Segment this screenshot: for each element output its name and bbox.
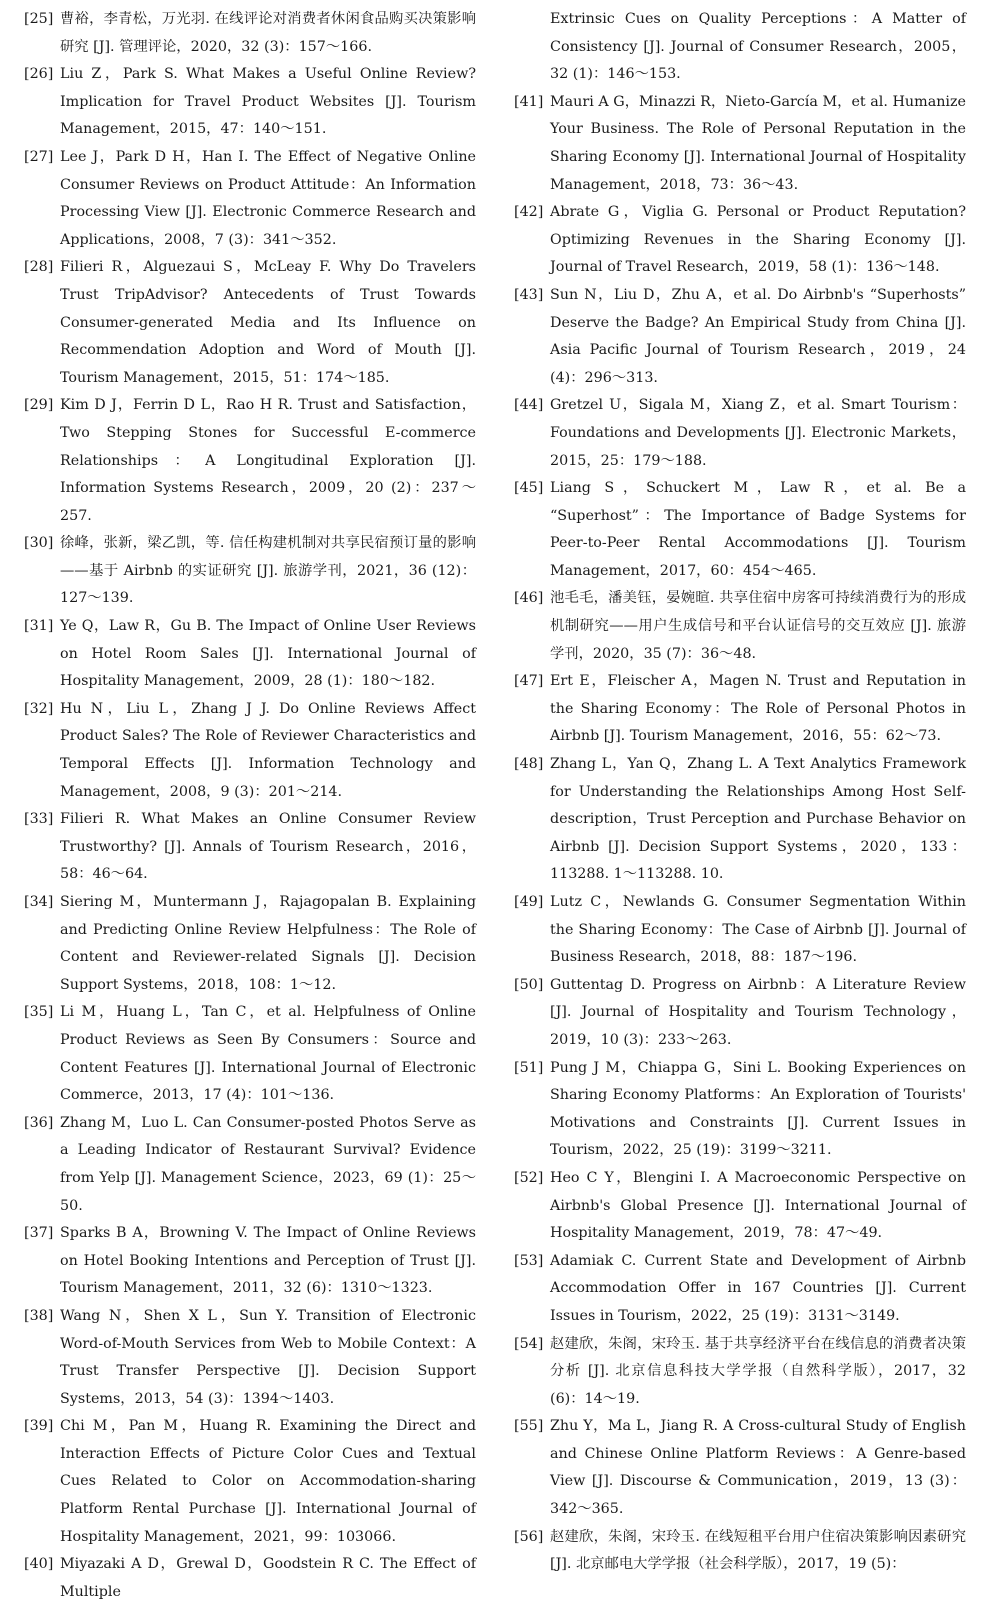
reference-number: [50] (514, 976, 544, 993)
reference-text: Pung J M，Chiappa G，Sini L. Booking Experiences on Sharing Economy Platforms：An Exploration of Tourists' Motivations and Constraints [J]. Current Issues in Tourism，2022，25 (19)：3199～3211. (550, 1059, 966, 1159)
reference-text: 池毛毛，潘美钰，晏婉暄. 共享住宿中房客可持续消费行为的形成机制研究——用户生成信号和平台认证信号的交互效应 [J]. 旅游学刊，2020，35 (7)：36～48. (550, 590, 966, 662)
reference-number: [46] (514, 590, 544, 607)
reference-entry (514, 1524, 966, 1579)
reference-entry (24, 254, 476, 392)
reference-number: [25] (24, 11, 54, 27)
reference-text: Li M，Huang L，Tan C，et al. Helpfulness of Online Product Reviews as Seen By Consumers：Source and Content Features [J]. International Journal of Electronic Commerce，2013，17 (4)：101～136. (60, 1004, 476, 1104)
reference-text: Wang N，Shen X L，Sun Y. Transition of Electronic Word-of-Mouth Services from Web to Mobile Context：A Trust Transfer Perspective [J]. Decision Support Systems，2013，54 (3)：1394～1403. (60, 1307, 476, 1407)
reference-entry (514, 668, 966, 751)
reference-text: Sparks B A，Browning V. The Impact of Online Reviews on Hotel Booking Intentions and Perception of Trust [J]. Tourism Management，2011，32 (6)：1310～1323. (60, 1225, 476, 1297)
reference-text: Guttentag D. Progress on Airbnb：A Literature Review [J]. Journal of Hospitality and Tourism Technology，2019，10 (3)：233～263. (550, 976, 966, 1048)
reference-number: [43] (514, 286, 544, 303)
reference-text: 徐峰，张新，梁乙凯，等. 信任构建机制对共享民宿预订量的影响——基于 Airbnb 的实证研究 [J]. 旅游学刊，2021，36 (12)：127～139. (60, 535, 476, 607)
reference-number: [56] (514, 1528, 544, 1545)
reference-entry (24, 806, 476, 889)
reference-entry (514, 1055, 966, 1165)
reference-number: [26] (24, 66, 54, 83)
reference-number: [48] (514, 756, 544, 773)
reference-number: [32] (24, 700, 54, 717)
reference-number: [54] (514, 1335, 544, 1352)
reference-text: Abrate G，Viglia G. Personal or Product Reputation? Optimizing Revenues in the Sharing Economy [J]. Journal of Travel Research，2019，58 (1)：136～148. (550, 204, 966, 276)
reference-entry (24, 1413, 476, 1551)
reference-text: Gretzel U，Sigala M，Xiang Z，et al. Smart Tourism：Foundations and Developments [J]. Electronic Markets，2015，25：179～188. (550, 397, 966, 469)
reference-entry (24, 1220, 476, 1303)
reference-text: Liang S，Schuckert M，Law R，et al. Be a “Superhost”：The Importance of Badge Systems for Peer-to-Peer Rental Accommodations [J]. Tourism Management，2017，60：454～465. (550, 480, 966, 579)
reference-number: [28] (24, 259, 54, 276)
reference-number: [49] (514, 894, 544, 910)
reference-entry (514, 1165, 966, 1248)
reference-number: [41] (514, 93, 544, 110)
reference-number: [35] (24, 1004, 54, 1021)
reference-text: Ye Q，Law R，Gu B. The Impact of Online User Reviews on Hotel Room Sales [J]. International Journal of Hospitality Management，2009，28 (1)：180～182. (60, 618, 476, 690)
reference-text: Lee J，Park D H，Han I. The Effect of Negative Online Consumer Reviews on Product Attitude：An Information Processing View [J]. Electronic Commerce Research and Applications，2008，7 (3)：341～352. (60, 148, 476, 248)
reference-number: [29] (24, 397, 54, 414)
reference-number: [51] (514, 1059, 544, 1076)
reference-entry (24, 999, 476, 1109)
reference-text: Chi M，Pan M，Huang R. Examining the Direct and Interaction Effects of Picture Color Cues and Textual Cues Related to Color on Accommodation-sharing Platform Rental Purchase [J]. International Journal of Hospitality Management，2021，99：103066. (60, 1418, 476, 1545)
reference-number: [39] (24, 1418, 54, 1435)
reference-entry (514, 889, 966, 972)
reference-entry (514, 1331, 966, 1414)
reference-entry (24, 530, 476, 613)
reference-entry (24, 613, 476, 696)
reference-entry (24, 144, 476, 254)
reference-entry (514, 475, 966, 585)
reference-entry (514, 751, 966, 889)
reference-entry (514, 392, 966, 475)
reference-entry (24, 696, 476, 806)
reference-entry (514, 282, 966, 392)
reference-number: [45] (514, 480, 544, 497)
reference-number: [27] (24, 148, 54, 165)
reference-text: Zhang L，Yan Q，Zhang L. A Text Analytics Framework for Understanding the Relationships Among Host Self-description，Trust Perception and Purchase Behavior on Airbnb [J]. Decision Support Systems，2020，133：113288. 1～113288. 10. (550, 756, 966, 883)
reference-text: Mauri A G，Minazzi R，Nieto-García M，et al. Humanize Your Business. The Role of Personal Reputation in the Sharing Economy [J]. International Journal of Hospitality Management，2018，73：36～43. (550, 93, 966, 193)
reference-text: 赵建欣，朱阁，宋玲玉. 在线短租平台用户住宿决策影响因素研究 [J]. 北京邮电大学学报（社会科学版），2017，19 (5)： (550, 1528, 966, 1573)
reference-text: Filieri R，Alguezaui S，McLeay F. Why Do Travelers Trust TripAdvisor? Antecedents of Trust Towards Consumer-generated Media and Its Influence on Recommendation Adoption and Word of Mouth [J]. Tourism Management，2015，51：174～185. (60, 259, 476, 386)
reference-text: 曹裕，李青松，万光羽. 在线评论对消费者休闲食品购买决策影响研究 [J]. 管理评论，2020，32 (3)：157～166. (60, 11, 476, 55)
reference-number: [47] (514, 673, 544, 690)
reference-number: [37] (24, 1225, 54, 1242)
reference-number: [53] (514, 1252, 544, 1269)
reference-number: [33] (24, 811, 54, 828)
reference-number: [34] (24, 894, 54, 910)
reference-entry (514, 1248, 966, 1331)
reference-text: Kim D J，Ferrin D L，Rao H R. Trust and Satisfaction，Two Stepping Stones for Successful E-commerce Relationships：A Longitudinal Exploration [J]. Information Systems Research，2009，20 (2)：237～257. (60, 397, 476, 524)
reference-text: Filieri R. What Makes an Online Consumer Review Trustworthy? [J]. Annals of Tourism Research，2016，58：46～64. (60, 811, 476, 883)
reference-number: [52] (514, 1169, 544, 1186)
reference-number: [55] (514, 1418, 544, 1435)
reference-number: [44] (514, 397, 544, 414)
reference-entry (24, 392, 476, 530)
reference-number: [42] (514, 204, 544, 221)
reference-entry (514, 585, 966, 668)
reference-text: Miyazaki A D，Grewal D，Goodstein R C. The Effect of Multiple (60, 1556, 476, 1600)
reference-text: Lutz C，Newlands G. Consumer Segmentation Within the Sharing Economy：The Case of Airbnb [J]. Journal of Business Research，2018，88：187～196. (550, 894, 966, 966)
reference-column-right (514, 6, 966, 1579)
reference-text: Hu N，Liu L，Zhang J J. Do Online Reviews Affect Product Sales? The Role of Reviewer Characteristics and Temporal Effects [J]. Information Technology and Management，2008，9 (3)：201～214. (60, 700, 476, 800)
reference-number: [30] (24, 535, 54, 552)
reference-entry (514, 89, 966, 199)
reference-number: [38] (24, 1307, 54, 1324)
reference-entry (514, 972, 966, 1055)
reference-text: Zhang M，Luo L. Can Consumer-posted Photos Serve as a Leading Indicator of Restaurant Survival? Evidence from Yelp [J]. Management Science，2023，69 (1)：25～50. (60, 1114, 476, 1214)
reference-entry (24, 61, 476, 144)
reference-entry (514, 199, 966, 282)
reference-text: 赵建欣，朱阁，宋玲玉. 基于共享经济平台在线信息的消费者决策分析 [J]. 北京信息科技大学学报（自然科学版），2017，32 (6)：14～19. (550, 1335, 966, 1407)
reference-text: Liu Z，Park S. What Makes a Useful Online Review? Implication for Travel Product Websites [J]. Tourism Management，2015，47：140～151. (60, 66, 476, 138)
reference-number: [40] (24, 1556, 54, 1573)
reference-entry (24, 1110, 476, 1220)
reference-entry (514, 1413, 966, 1523)
reference-text: Extrinsic Cues on Quality Perceptions：A Matter of Consistency [J]. Journal of Consumer Research，2005，32 (1)：146～153. (550, 11, 966, 83)
reference-number: [36] (24, 1114, 54, 1131)
reference-entry (24, 889, 476, 999)
reference-text: Adamiak C. Current State and Development of Airbnb Accommodation Offer in 167 Countries [J]. Current Issues in Tourism，2022，25 (19)：3131～3149. (550, 1252, 966, 1324)
reference-entry (24, 6, 476, 61)
reference-entry (24, 1551, 476, 1606)
reference-text: Siering M，Muntermann J，Rajagopalan B. Explaining and Predicting Online Review Helpfulness：The Role of Content and Reviewer-related Signals [J]. Decision Support Systems，2018，108：1～12. (60, 894, 476, 993)
reference-entry (514, 6, 966, 89)
reference-entry (24, 1303, 476, 1413)
reference-text: Zhu Y，Ma L，Jiang R. A Cross-cultural Study of English and Chinese Online Platform Reviews：A Genre-based View [J]. Discourse & Communication，2019，13 (3)：342～365. (550, 1418, 966, 1518)
reference-text: Ert E，Fleischer A，Magen N. Trust and Reputation in the Sharing Economy：The Role of Personal Photos in Airbnb [J]. Tourism Management，2016，55：62～73. (550, 673, 966, 745)
reference-number: [31] (24, 618, 54, 635)
reference-column-left (24, 6, 476, 1606)
reference-text: Heo C Y，Blengini I. A Macroeconomic Perspective on Airbnb's Global Presence [J]. International Journal of Hospitality Management，2019，78：47～49. (550, 1169, 966, 1242)
reference-text: Sun N，Liu D，Zhu A，et al. Do Airbnb's “Superhosts” Deserve the Badge? An Empirical Study from China [J]. Asia Pacific Journal of Tourism Research，2019，24 (4)：296～313. (550, 286, 966, 386)
